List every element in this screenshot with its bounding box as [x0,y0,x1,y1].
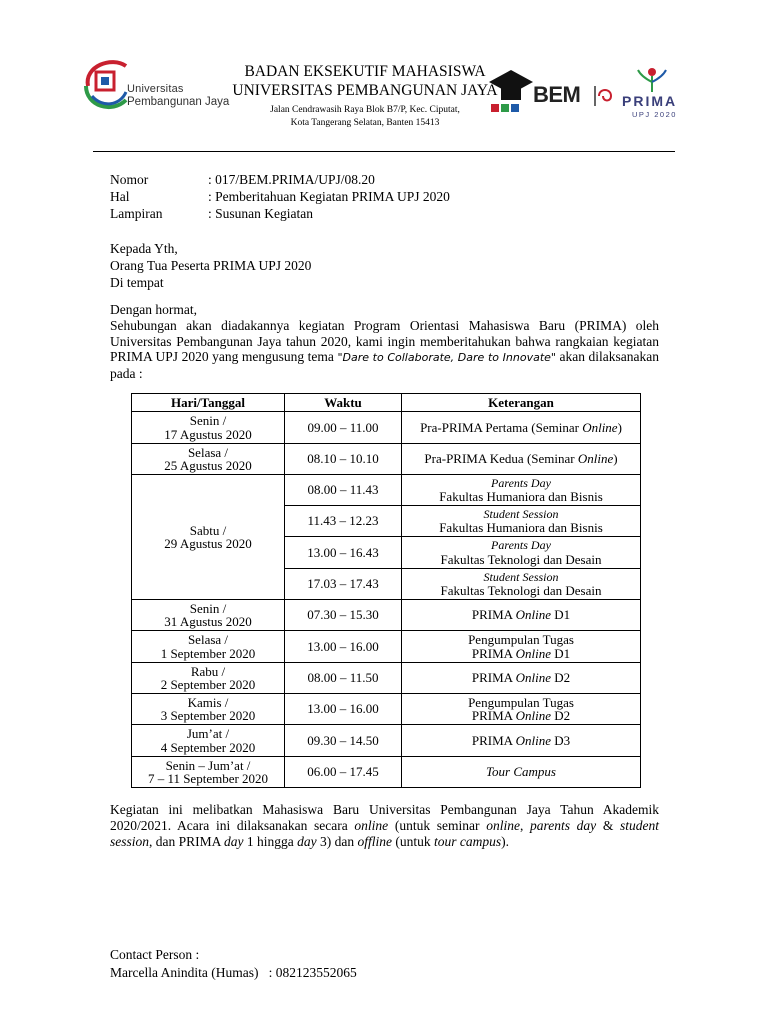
table-row: 13.00 – 16.43 Parents Day Fakultas Teknologi dan Desain [132,537,641,569]
table-row: Rabu / 2 September 2020 08.00 – 11.50 PRIMA Online D2 [132,663,641,694]
meta-row-nomor: Nomor : 017/BEM.PRIMA/UPJ/08.20 [110,172,375,187]
bem-logo [487,66,617,124]
table-row: Kamis / 3 September 2020 13.00 – 16.00 Pengumpulan Tugas PRIMA Online D2 [132,694,641,725]
table-row: Jum’at / 4 September 2020 09.30 – 14.50 PRIMA Online D3 [132,725,641,757]
table-row: Selasa / 25 Agustus 2020 08.10 – 10.10 Pra-PRIMA Kedua (Seminar Online) [132,444,641,475]
contact-label: Contact Person : [110,947,200,962]
letterhead-title [220,62,510,130]
closing-paragraph: Kegiatan ini melibatkan Mahasiswa Baru Universitas Pembangunan Jaya Tahun Akademik 2020/2021. Acara ini dilaksanakan secara online (untuk seminar online, parents day & student session, dan PRIMA day 1 hingga day 3) dan offline (untuk tour campus). [110,802,660,849]
table-row: Senin / 17 Agustus 2020 09.00 – 11.00 Pra-PRIMA Pertama (Seminar Online) [132,412,641,444]
org-line-2: UNIVERSITAS PEMBANGUNAN JAYA [232,82,498,99]
theme-text: "Dare to Collaborate, Dare to Innovate" [337,351,556,364]
graduation-cap-icon [487,66,535,124]
prima-logo-text: PRIMA [622,93,678,109]
table-row: 11.43 – 12.23 Student Session Fakultas Humaniora dan Bisnis [132,506,641,537]
schedule-table [131,393,641,788]
greeting: Dengan hormat, [110,302,197,317]
logo-text-pembangunan-jaya: Pembangunan Jaya [127,96,230,108]
recipient-block: Kepada Yth, Orang Tua Peserta PRIMA UPJ 2020 Di tempat [110,241,312,290]
intro-paragraph: Sehubungan akan diadakannya kegiatan Program Orientasi Mahasiswa Baru (PRIMA) oleh Universitas Pembangunan Jaya tahun 2020, kami ingin memberitahukan bahwa rangkaian kegiatan PRIMA UPJ 2020 yang mengusung tema "Dare to Collaborate, Dare to Innovate" akan dilaksanakan pada : [110,318,659,381]
bem-logo-text: BEM [533,82,581,107]
table-header-row: Hari/Tanggal Waktu Keterangan [132,394,641,412]
prima-logo-year: UPJ 2020 [632,110,677,119]
contact-block [110,946,357,982]
university-emblem-icon [82,56,128,116]
meta-row-lampiran: Lampiran : Susunan Kegiatan [110,206,313,221]
university-logo [82,56,242,128]
prima-logo [618,64,690,124]
meta-row-hal: Hal : Pemberitahuan Kegiatan PRIMA UPJ 2020 [110,189,450,204]
table-row: Selasa / 1 September 2020 13.00 – 16.00 Pengumpulan Tugas PRIMA Online D1 [132,631,641,663]
contact-line: Marcella Anindita (Humas) : 082123552065 [110,965,357,980]
letter-meta [110,171,450,222]
table-row: Senin / 31 Agustus 2020 07.30 – 15.30 PRIMA Online D1 [132,600,641,631]
header-divider [93,151,675,152]
table-row: Sabtu / 29 Agustus 2020 08.00 – 11.43 Parents Day Fakultas Humaniora dan Bisnis [132,475,641,506]
address-line-1: Jalan Cendrawasih Raya Blok B7/P, Kec. Ciputat, [270,105,460,115]
table-row: 17.03 – 17.43 Student Session Fakultas Teknologi dan Desain [132,569,641,600]
org-line-1: BADAN EKSEKUTIF MAHASISWA [244,63,486,80]
table-row: Senin – Jum’at / 7 – 11 September 2020 06.00 – 17.45 Tour Campus [132,757,641,788]
bem-swirl-icon [593,84,613,108]
address-line-2: Kota Tangerang Selatan, Banten 15413 [290,118,440,128]
logo-text-universitas: Universitas [127,83,184,95]
flower-figure-icon [632,64,672,94]
